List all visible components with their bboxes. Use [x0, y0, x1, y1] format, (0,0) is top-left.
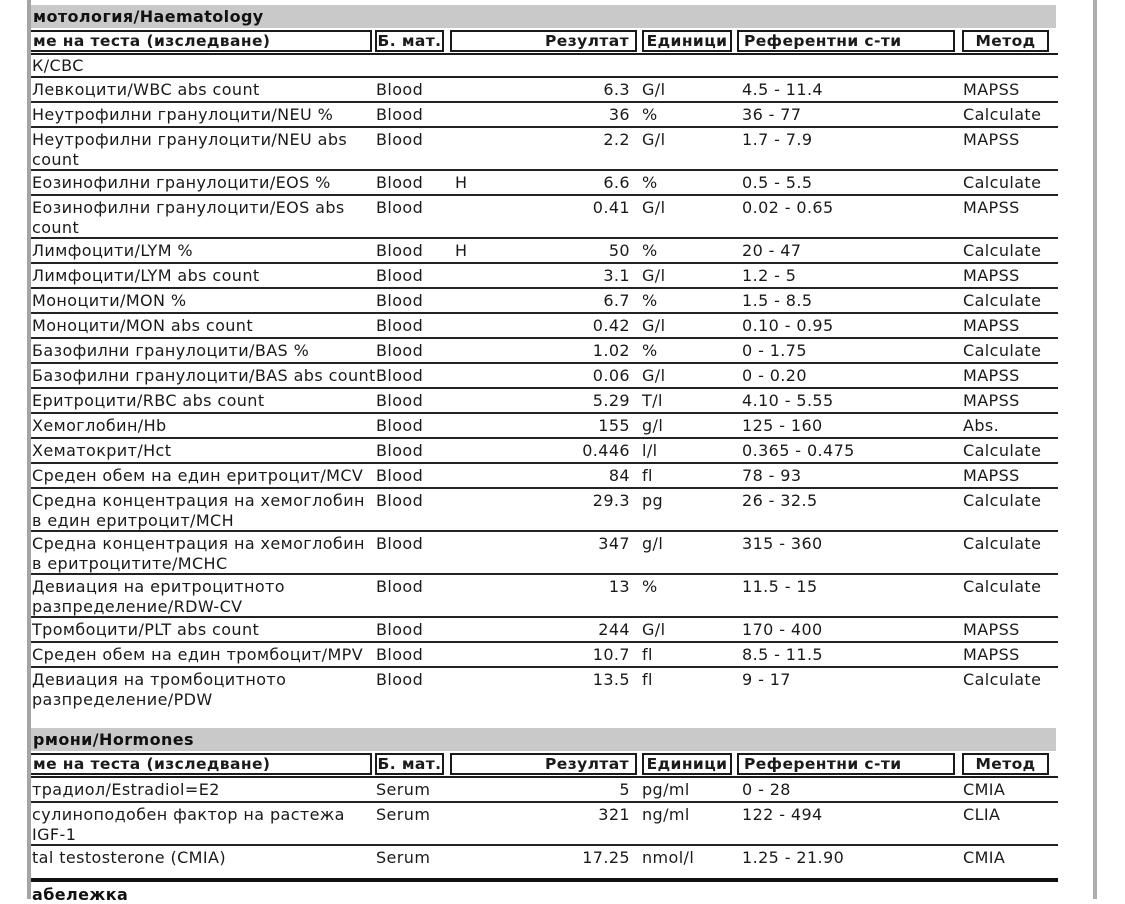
- unit: %: [642, 577, 658, 596]
- method: MAPSS: [963, 366, 1020, 385]
- reference-range: 26 - 32.5: [742, 491, 818, 510]
- method: MAPSS: [963, 266, 1020, 285]
- unit: %: [642, 241, 658, 260]
- test-name: Базофилни гранулоцити/BAS %: [32, 341, 310, 360]
- column-header-test-name: ме на теста (изследване): [31, 30, 372, 52]
- unit: G/l: [642, 620, 666, 639]
- reference-range: 170 - 400: [742, 620, 823, 639]
- method: Calculate: [963, 534, 1042, 553]
- test-name: Неутрофилни гранулоцити/NEU abs count: [32, 130, 348, 169]
- method: Calculate: [963, 577, 1042, 596]
- reference-range: 0.365 - 0.475: [742, 441, 855, 460]
- result-value: 0.42: [592, 316, 630, 335]
- result-value: 5: [619, 780, 630, 799]
- column-header-result: Резултат: [450, 753, 637, 775]
- material: Blood: [376, 441, 424, 460]
- test-name: Еозинофилни гранулоцити/EOS abs count: [32, 198, 345, 237]
- test-name: Левкоцити/WBC abs count: [32, 80, 260, 99]
- result-value: 244: [598, 620, 630, 639]
- result-value: 84: [608, 466, 630, 485]
- method: Calculate: [963, 241, 1042, 260]
- test-name: Средна концентрация на хемоглобин в един еритроцит/MCH: [32, 491, 365, 530]
- lab-result-row: [31, 196, 1058, 239]
- material: Serum: [376, 780, 431, 799]
- unit: G/l: [642, 80, 666, 99]
- lab-result-row: [31, 103, 1058, 128]
- reference-range: 1.25 - 21.90: [742, 848, 845, 867]
- result-value: 155: [598, 416, 630, 435]
- reference-range: 0 - 1.75: [742, 341, 807, 360]
- material: Blood: [376, 391, 424, 410]
- column-header-units: Единици: [642, 753, 732, 775]
- reference-range: 1.7 - 7.9: [742, 130, 813, 149]
- reference-range: 0.02 - 0.65: [742, 198, 834, 217]
- material: Blood: [376, 620, 424, 639]
- test-name: Неутрофилни гранулоцити/NEU %: [32, 105, 334, 124]
- column-header-units: Единици: [642, 30, 732, 52]
- lab-result-row: [31, 289, 1058, 314]
- haematology-rows: [31, 78, 1058, 711]
- test-name: Еритроцити/RBC abs count: [32, 391, 265, 410]
- reference-range: 36 - 77: [742, 105, 802, 124]
- lab-result-row: [31, 575, 1058, 618]
- test-name: Лимфоцити/LYM %: [32, 241, 194, 260]
- material: Blood: [376, 316, 424, 335]
- method: MAPSS: [963, 466, 1020, 485]
- unit: G/l: [642, 366, 666, 385]
- material: Blood: [376, 198, 424, 217]
- result-value: 29.3: [592, 491, 630, 510]
- lab-result-row: [31, 532, 1058, 575]
- material: Blood: [376, 266, 424, 285]
- test-name: Девиация на тромбоцитното разпределение/PDW: [32, 670, 287, 709]
- reference-range: 1.5 - 8.5: [742, 291, 813, 310]
- result-value: 0.446: [582, 441, 630, 460]
- reference-range: 78 - 93: [742, 466, 802, 485]
- test-name: Среден обем на един еритроцит/MCV: [32, 466, 364, 485]
- lab-result-row: [31, 264, 1058, 289]
- result-value: 50: [608, 241, 630, 260]
- material: Blood: [376, 105, 424, 124]
- unit: g/l: [642, 416, 664, 435]
- unit: fl: [642, 466, 653, 485]
- unit: %: [642, 173, 658, 192]
- method: MAPSS: [963, 130, 1020, 149]
- result-value: 2.2: [603, 130, 630, 149]
- reference-range: 9 - 17: [742, 670, 791, 689]
- test-name: Моноцити/MON %: [32, 291, 187, 310]
- result-value: 10.7: [592, 645, 630, 664]
- test-name: Базофилни гранулоцити/BAS abs count: [32, 366, 376, 385]
- unit: G/l: [642, 198, 666, 217]
- test-name: Моноцити/MON abs count: [32, 316, 254, 335]
- note-section-title: абележка: [32, 885, 129, 904]
- lab-result-row: [31, 239, 1058, 264]
- test-name: Девиация на еритроцитното разпределение/RDW-CV: [32, 577, 285, 616]
- unit: pg: [642, 491, 664, 510]
- result-value: 321: [598, 805, 630, 824]
- material: Blood: [376, 80, 424, 99]
- column-header-method: Метод: [962, 30, 1049, 52]
- result-value: 36: [608, 105, 630, 124]
- lab-result-row: [31, 414, 1058, 439]
- method: Calculate: [963, 670, 1042, 689]
- abnormal-flag: H: [455, 173, 468, 192]
- unit: G/l: [642, 266, 666, 285]
- method: Calculate: [963, 105, 1042, 124]
- unit: %: [642, 341, 658, 360]
- reference-range: 0.10 - 0.95: [742, 316, 834, 335]
- result-value: 3.1: [603, 266, 630, 285]
- method: MAPSS: [963, 620, 1020, 639]
- unit: l/l: [642, 441, 658, 460]
- method: Calculate: [963, 491, 1042, 510]
- material: Blood: [376, 173, 424, 192]
- material: Blood: [376, 534, 424, 553]
- subsection-cbc: К/CBC: [31, 55, 1058, 78]
- method: Calculate: [963, 173, 1042, 192]
- test-name: tal testosterone (CMIA): [32, 848, 226, 867]
- unit: G/l: [642, 316, 666, 335]
- page-right-edge: [1093, 0, 1097, 899]
- reference-range: 125 - 160: [742, 416, 823, 435]
- lab-result-row: [31, 389, 1058, 414]
- lab-report-page: [31, 5, 1058, 904]
- material: Serum: [376, 805, 431, 824]
- test-name: Лимфоцити/LYM abs count: [32, 266, 260, 285]
- test-name: Тромбоцити/PLT abs count: [32, 620, 260, 639]
- lab-result-row: [31, 171, 1058, 196]
- lab-result-row: [31, 618, 1058, 643]
- unit: g/l: [642, 534, 664, 553]
- reference-range: 4.5 - 11.4: [742, 80, 824, 99]
- reference-range: 4.10 - 5.55: [742, 391, 834, 410]
- test-name: сулиноподобен фактор на растежа IGF-1: [32, 805, 345, 844]
- method: Calculate: [963, 291, 1042, 310]
- material: Blood: [376, 366, 424, 385]
- test-name: Средна концентрация на хемоглобин в еритроцитите/MCHC: [32, 534, 365, 573]
- reference-range: 0.5 - 5.5: [742, 173, 813, 192]
- method: CMIA: [963, 780, 1006, 799]
- result-value: 6.6: [603, 173, 630, 192]
- lab-result-row: [31, 489, 1058, 532]
- unit: fl: [642, 670, 653, 689]
- result-value: 6.7: [603, 291, 630, 310]
- haematology-table-header: [31, 30, 1058, 52]
- reference-range: 0 - 28: [742, 780, 791, 799]
- test-name: традиол/Estradiol=E2: [32, 780, 220, 799]
- column-header-reference: Референтни с-ти: [737, 30, 955, 52]
- method: CMIA: [963, 848, 1006, 867]
- column-header-result: Резултат: [450, 30, 637, 52]
- material: Blood: [376, 130, 424, 149]
- result-value: 1.02: [592, 341, 630, 360]
- material: Serum: [376, 848, 431, 867]
- lab-result-row: [31, 339, 1058, 364]
- lab-result-row: [31, 778, 1058, 803]
- unit: fl: [642, 645, 653, 664]
- result-value: 13.5: [592, 670, 630, 689]
- section-gap: [31, 711, 1058, 728]
- lab-result-row: [31, 643, 1058, 668]
- lab-result-row: [31, 364, 1058, 389]
- lab-result-row: [31, 78, 1058, 103]
- test-name: Еозинофилни гранулоцити/EOS %: [32, 173, 331, 192]
- test-name: Хематокрит/Hct: [32, 441, 172, 460]
- lab-result-row: [31, 464, 1058, 489]
- material: Blood: [376, 416, 424, 435]
- column-header-material: Б. мат.: [375, 753, 444, 775]
- reference-range: 11.5 - 15: [742, 577, 818, 596]
- material: Blood: [376, 491, 424, 510]
- method: MAPSS: [963, 316, 1020, 335]
- method: Calculate: [963, 441, 1042, 460]
- lab-result-row: [31, 128, 1058, 171]
- reference-range: 315 - 360: [742, 534, 823, 553]
- section-title-hormones: рмони/Hormones: [31, 728, 1056, 751]
- reference-range: 122 - 494: [742, 805, 823, 824]
- method: Calculate: [963, 341, 1042, 360]
- method: MAPSS: [963, 80, 1020, 99]
- material: Blood: [376, 466, 424, 485]
- reference-range: 8.5 - 11.5: [742, 645, 824, 664]
- unit: %: [642, 291, 658, 310]
- result-value: 347: [598, 534, 630, 553]
- unit: %: [642, 105, 658, 124]
- abnormal-flag: H: [455, 241, 468, 260]
- material: Blood: [376, 291, 424, 310]
- material: Blood: [376, 341, 424, 360]
- reference-range: 0 - 0.20: [742, 366, 807, 385]
- test-name: Среден обем на един тромбоцит/MPV: [32, 645, 364, 664]
- result-value: 17.25: [582, 848, 630, 867]
- material: Blood: [376, 645, 424, 664]
- test-name: Хемоглобин/Hb: [32, 416, 167, 435]
- material: Blood: [376, 670, 424, 689]
- column-header-test-name: ме на теста (изследване): [31, 753, 372, 775]
- result-value: 5.29: [592, 391, 630, 410]
- column-header-material: Б. мат.: [375, 30, 444, 52]
- method: MAPSS: [963, 645, 1020, 664]
- material: Blood: [376, 577, 424, 596]
- reference-range: 20 - 47: [742, 241, 802, 260]
- hormones-rows: [31, 778, 1058, 882]
- lab-result-row: [31, 803, 1058, 846]
- result-value: 13: [608, 577, 630, 596]
- column-header-reference: Референтни с-ти: [737, 753, 955, 775]
- lab-result-row: [31, 314, 1058, 339]
- unit: pg/ml: [642, 780, 690, 799]
- method: MAPSS: [963, 198, 1020, 217]
- column-header-method: Метод: [962, 753, 1049, 775]
- unit: T/l: [642, 391, 663, 410]
- unit: G/l: [642, 130, 666, 149]
- hormones-table-header: [31, 753, 1058, 775]
- result-value: 6.3: [603, 80, 630, 99]
- method: MAPSS: [963, 391, 1020, 410]
- result-value: 0.41: [592, 198, 630, 217]
- method: CLIA: [963, 805, 1001, 824]
- reference-range: 1.2 - 5: [742, 266, 797, 285]
- lab-result-row: [31, 439, 1058, 464]
- unit: nmol/l: [642, 848, 695, 867]
- section-title-haematology: мотология/Haematology: [31, 5, 1056, 28]
- unit: ng/ml: [642, 805, 690, 824]
- lab-result-row: [31, 668, 1058, 711]
- result-value: 0.06: [592, 366, 630, 385]
- method: Abs.: [963, 416, 1000, 435]
- lab-result-row: [31, 846, 1058, 882]
- material: Blood: [376, 241, 424, 260]
